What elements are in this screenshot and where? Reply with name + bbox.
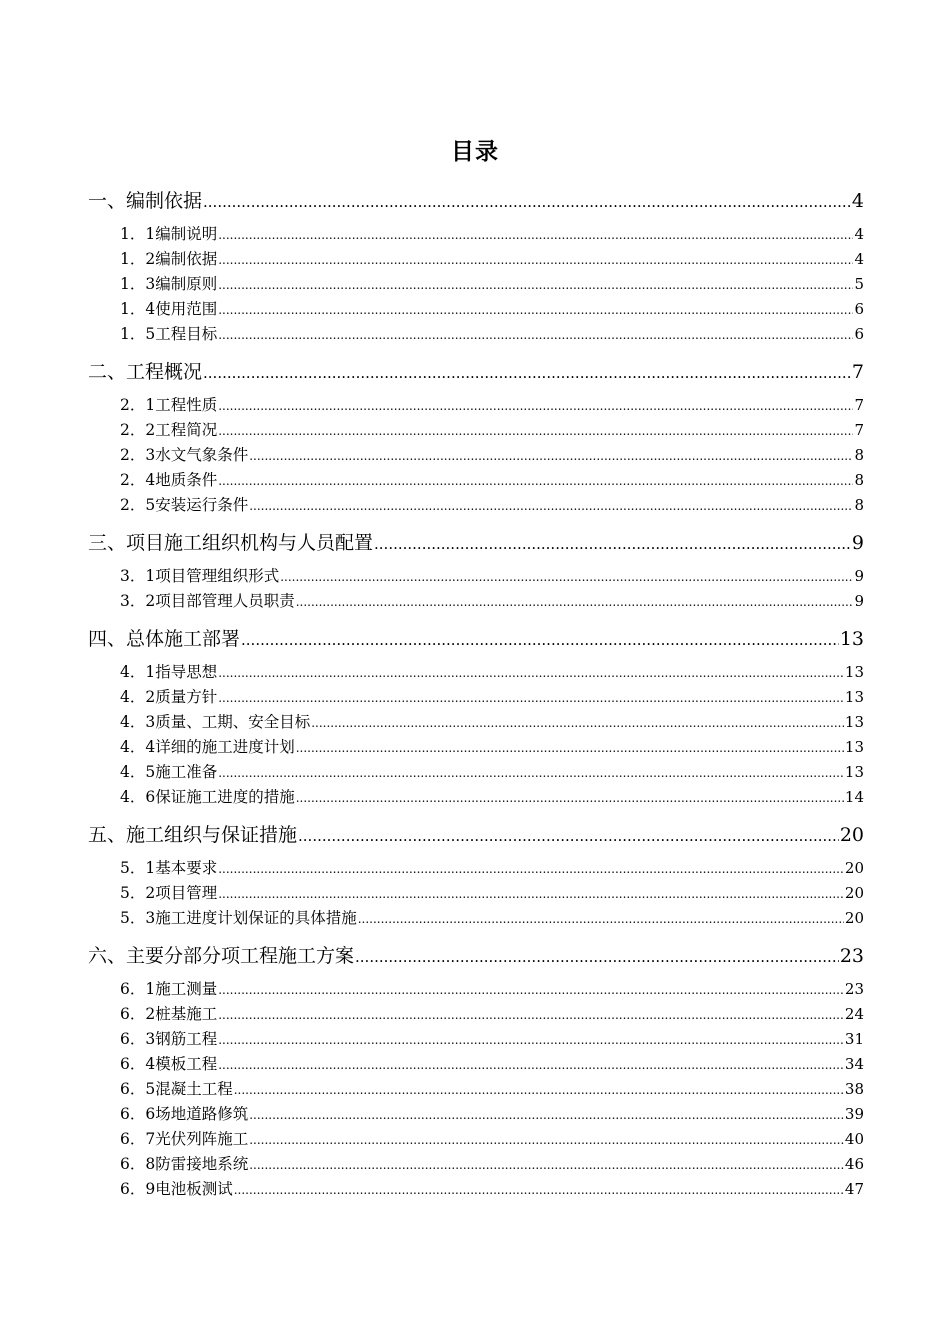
toc-entry-chapter[interactable] [88, 526, 864, 560]
toc-chapter [88, 818, 864, 931]
toc-entry-page-number: 20 [844, 859, 864, 877]
toc-entry-label: 1．4使用范围 [120, 300, 218, 318]
dot-leader [249, 494, 853, 519]
dot-leader [218, 882, 844, 907]
dot-leader [203, 356, 851, 390]
toc-entry-label: 6．7光伏列阵施工 [120, 1130, 249, 1148]
toc-entry-section[interactable] [88, 1177, 864, 1202]
toc-entry-section[interactable] [88, 272, 864, 297]
dot-leader [218, 857, 844, 882]
toc-entry-label: 6．6场地道路修筑 [120, 1105, 249, 1123]
toc-entry-label: 六、主要分部分项工程施工方案 [88, 945, 355, 967]
toc-entry-section[interactable] [88, 468, 864, 493]
toc-entry-page-number: 8 [854, 471, 864, 489]
toc-entry-page-number: 20 [844, 909, 864, 927]
dot-leader [249, 444, 853, 469]
toc-entry-chapter[interactable] [88, 355, 864, 389]
toc-entry-label: 6．4模板工程 [120, 1055, 218, 1073]
dot-leader [296, 590, 854, 615]
dot-leader [218, 661, 844, 686]
toc-entry-section[interactable] [88, 735, 864, 760]
toc-entry-label: 1．1编制说明 [120, 225, 218, 243]
toc-entry-section[interactable] [88, 1052, 864, 1077]
dot-leader [218, 323, 853, 348]
toc-chapter [88, 184, 864, 347]
toc-entry-page-number: 6 [854, 325, 864, 343]
toc-entry-section[interactable] [88, 660, 864, 685]
toc-entry-page-number: 7 [851, 361, 864, 383]
toc-title: 目录 [451, 138, 499, 165]
toc-entry-label: 5．2项目管理 [120, 884, 218, 902]
toc-entry-label: 1．5工程目标 [120, 325, 218, 343]
dot-leader [249, 1153, 844, 1178]
toc-entry-label: 4．6保证施工进度的措施 [120, 788, 295, 806]
dot-leader [298, 819, 839, 853]
toc-entry-page-number: 14 [844, 788, 864, 806]
toc-chapter [88, 939, 864, 1202]
toc-entry-page-number: 9 [854, 592, 864, 610]
toc-entry-page-number: 46 [844, 1155, 864, 1173]
dot-leader [374, 527, 851, 561]
dot-leader [296, 736, 844, 761]
toc-entry-page-number: 4 [854, 225, 864, 243]
dot-leader [218, 761, 844, 786]
toc-entry-page-number: 31 [844, 1030, 864, 1048]
dot-leader [203, 185, 851, 219]
dot-leader [218, 223, 853, 248]
toc-entry-section[interactable] [88, 1152, 864, 1177]
toc-entry-chapter[interactable] [88, 184, 864, 218]
toc-entry-section[interactable] [88, 589, 864, 614]
toc-entry-label: 三、项目施工组织机构与人员配置 [88, 532, 374, 554]
toc-entry-page-number: 20 [844, 884, 864, 902]
dot-leader [249, 1103, 844, 1128]
dot-leader [218, 469, 853, 494]
toc-entry-page-number: 4 [854, 250, 864, 268]
toc-entry-label: 二、工程概况 [88, 361, 203, 383]
toc-entry-section[interactable] [88, 1002, 864, 1027]
toc-entry-page-number: 8 [854, 446, 864, 464]
toc-entry-label: 2．5安装运行条件 [120, 496, 249, 514]
dot-leader [296, 786, 844, 811]
toc-entry-page-number: 13 [839, 628, 864, 650]
toc-entry-page-number: 13 [844, 663, 864, 681]
dot-leader [355, 940, 839, 974]
toc-entry-page-number: 38 [844, 1080, 864, 1098]
toc-entry-page-number: 8 [854, 496, 864, 514]
toc-entry-label: 4．5施工准备 [120, 763, 218, 781]
dot-leader [218, 419, 853, 444]
toc-chapter [88, 526, 864, 614]
toc-entry-label: 四、总体施工部署 [88, 628, 241, 650]
toc-entry-section[interactable] [88, 393, 864, 418]
table-of-contents [88, 184, 864, 1202]
toc-entry-page-number: 5 [854, 275, 864, 293]
dot-leader [218, 1028, 844, 1053]
dot-leader [249, 1128, 844, 1153]
toc-entry-section[interactable] [88, 418, 864, 443]
dot-leader [218, 273, 853, 298]
toc-entry-label: 6．5混凝土工程 [120, 1080, 233, 1098]
toc-entry-label: 5．3施工进度计划保证的具体措施 [120, 909, 357, 927]
toc-entry-section[interactable] [88, 1077, 864, 1102]
toc-entry-section[interactable] [88, 710, 864, 735]
toc-entry-label: 2．1工程性质 [120, 396, 218, 414]
toc-entry-section[interactable] [88, 881, 864, 906]
toc-entry-chapter[interactable] [88, 939, 864, 973]
toc-chapter [88, 622, 864, 810]
toc-entry-section[interactable] [88, 685, 864, 710]
dot-leader [218, 248, 853, 273]
toc-entry-chapter[interactable] [88, 818, 864, 852]
toc-entry-page-number: 13 [844, 763, 864, 781]
dot-leader [241, 623, 839, 657]
dot-leader [218, 686, 844, 711]
toc-entry-page-number: 34 [844, 1055, 864, 1073]
dot-leader [218, 978, 844, 1003]
toc-entry-section[interactable] [88, 322, 864, 347]
toc-entry-section[interactable] [88, 443, 864, 468]
toc-entry-section[interactable] [88, 247, 864, 272]
toc-entry-page-number: 23 [844, 980, 864, 998]
toc-entry-page-number: 13 [844, 738, 864, 756]
dot-leader [218, 298, 853, 323]
toc-entry-page-number: 9 [854, 567, 864, 585]
toc-entry-label: 3．1项目管理组织形式 [120, 567, 280, 585]
toc-entry-page-number: 7 [854, 421, 864, 439]
dot-leader [218, 1003, 844, 1028]
toc-entry-section[interactable] [88, 785, 864, 810]
dot-leader [358, 907, 844, 932]
toc-entry-label: 2．4地质条件 [120, 471, 218, 489]
toc-entry-section[interactable] [88, 856, 864, 881]
toc-entry-label: 6．2桩基施工 [120, 1005, 218, 1023]
toc-entry-section[interactable] [88, 977, 864, 1002]
toc-entry-section[interactable] [88, 493, 864, 518]
toc-entry-label: 2．3水文气象条件 [120, 446, 249, 464]
toc-entry-section[interactable] [88, 1027, 864, 1052]
toc-entry-label: 2．2工程简况 [120, 421, 218, 439]
toc-entry-label: 一、编制依据 [88, 190, 203, 212]
toc-entry-page-number: 13 [844, 713, 864, 731]
toc-entry-section[interactable] [88, 564, 864, 589]
toc-entry-label: 6．3钢筋工程 [120, 1030, 218, 1048]
toc-entry-label: 4．4详细的施工进度计划 [120, 738, 295, 756]
toc-entry-label: 4．1指导思想 [120, 663, 218, 681]
toc-entry-label: 五、施工组织与保证措施 [88, 824, 298, 846]
toc-entry-label: 3．2项目部管理人员职责 [120, 592, 295, 610]
toc-entry-label: 5．1基本要求 [120, 859, 218, 877]
toc-entry-page-number: 39 [844, 1105, 864, 1123]
toc-entry-section[interactable] [88, 222, 864, 247]
toc-entry-page-number: 4 [851, 190, 864, 212]
toc-entry-section[interactable] [88, 1127, 864, 1152]
toc-entry-page-number: 47 [844, 1180, 864, 1198]
toc-entry-section[interactable] [88, 906, 864, 931]
toc-entry-section[interactable] [88, 760, 864, 785]
dot-leader [234, 1078, 844, 1103]
toc-entry-page-number: 7 [854, 396, 864, 414]
toc-chapter [88, 355, 864, 518]
toc-entry-section[interactable] [88, 297, 864, 322]
toc-entry-page-number: 6 [854, 300, 864, 318]
toc-entry-chapter[interactable] [88, 622, 864, 656]
toc-entry-label: 1．2编制依据 [120, 250, 218, 268]
toc-entry-label: 6．1施工测量 [120, 980, 218, 998]
toc-entry-page-number: 23 [839, 945, 864, 967]
toc-entry-page-number: 9 [851, 532, 864, 554]
dot-leader [280, 565, 853, 590]
dot-leader [234, 1178, 844, 1203]
toc-entry-page-number: 13 [844, 688, 864, 706]
toc-entry-label: 4．3质量、工期、安全目标 [120, 713, 311, 731]
dot-leader [311, 711, 844, 736]
toc-entry-label: 6．8防雷接地系统 [120, 1155, 249, 1173]
toc-entry-page-number: 20 [839, 824, 864, 846]
toc-entry-section[interactable] [88, 1102, 864, 1127]
dot-leader [218, 1053, 844, 1078]
toc-entry-page-number: 40 [844, 1130, 864, 1148]
toc-entry-label: 6．9电池板测试 [120, 1180, 233, 1198]
toc-entry-label: 1．3编制原则 [120, 275, 218, 293]
toc-entry-page-number: 24 [844, 1005, 864, 1023]
dot-leader [218, 394, 853, 419]
toc-entry-label: 4．2质量方针 [120, 688, 218, 706]
